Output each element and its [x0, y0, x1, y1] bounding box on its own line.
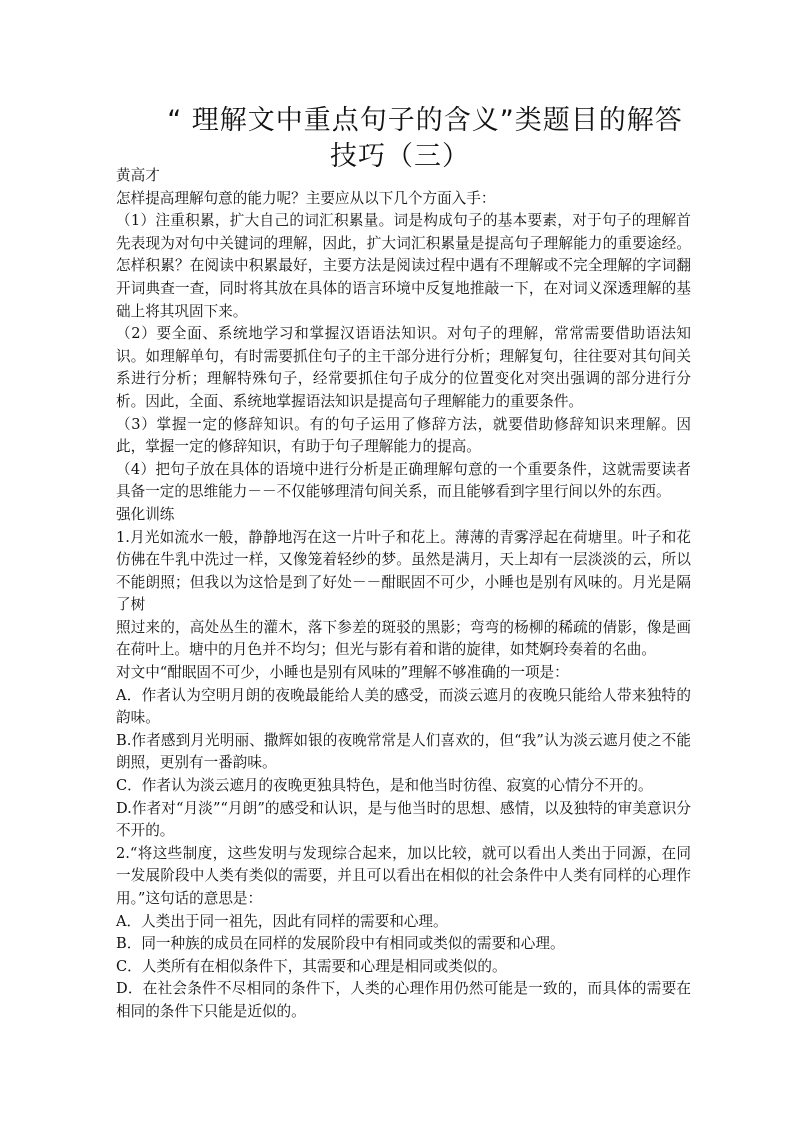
- exercise-1-option-c: C．作者认为淡云遮月的夜晚更独具特色，是和他当时彷徨、寂寞的心情分不开的。: [116, 777, 653, 795]
- exercise-1-option-a: A．作者认为空明月朗的夜晚最能给人美的感受，而淡云遮月的夜晚只能给人带来独特的韵味。: [116, 686, 691, 727]
- exercise-2-option-d: D．在社会条件不尽相同的条件下，人类的心理作用仍然可能是一致的，而具体的需要在相同的条件下只能是近似的。: [116, 980, 691, 1020]
- document-title-line-2: 技巧（三）: [330, 141, 470, 172]
- method-2-paragraph: （2）要全面、系统地学习和掌握汉语语法知识。对句子的理解，常常需要借助语法知识。如理解单句，有时需要抓住句子的主干部分进行分析；理解复句，往往要对其句间关系进行分析；理解特殊句子，经常要抓住句子成分的位置变化对突出强调的部分进行分析。因此，全面、系统地掌握语法知识是提高句子理解能力的重要条件。: [116, 325, 691, 410]
- exercise-2-option-c: C．人类所有在相似条件下，其需要和心理是相同或类似的。: [116, 957, 507, 975]
- exercise-1-passage-continued: 照过来的，高处丛生的灌木，落下参差的斑驳的黑影；弯弯的杨柳的稀疏的倩影，像是画在荷叶上。塘中的月色并不均匀；但光与影有着和谐的旋律，如梵婀玲奏着的名曲。: [116, 618, 691, 659]
- exercise-1-question: 对文中“酣眠固不可少，小睡也是别有风味的”理解不够准确的一项是：: [116, 664, 569, 682]
- exercise-1-passage: 1.月光如流水一般，静静地泻在这一片叶子和花上。薄薄的青雾浮起在荷塘里。叶子和花仿佛在牛乳中洗过一样，又像笼着轻纱的梦。虽然是满月，天上却有一层淡淡的云，所以不能朗照；但我以为这恰是到了好处－－酣眠固不可少，小睡也是别有风味的。月光是隔了树: [116, 528, 691, 614]
- exercise-heading: 强化训练: [116, 505, 175, 523]
- document-body: [116, 165, 691, 1024]
- intro-paragraph: 怎样提高理解句意的能力呢？主要应从以下几个方面入手：: [116, 189, 496, 207]
- author-name: 黄高才: [116, 167, 160, 184]
- method-4-paragraph: （4）把句子放在具体的语境中进行分析是正确理解句意的一个重要条件，这就需要读者具备一定的思维能力－－不仅能够理清句间关系，而且能够看到字里行间以外的东西。: [116, 460, 691, 501]
- exercise-1-option-d: D.作者对“月淡”“月朗”的感受和认识，是与他当时的思想、感情，以及独特的审美意识分不开的。: [116, 799, 691, 840]
- exercise-2-option-a: A．人类出于同一祖先，因此有同样的需要和心理。: [116, 912, 448, 930]
- method-1-paragraph: （1）注重积累，扩大自己的词汇积累量。词是构成句子的基本要素，对于句子的理解首先表现为对句中关键词的理解，因此，扩大词汇积累量是提高句子理解能力的重要途经。怎样积累？在阅读中积累最好，主要方法是阅读过程中遇有不理解或不完全理解的字词翻开词典查一查，同时将其放在具体的语言环境中反复地推敲一下，在对词义深透理解的基础上将其巩固下来。: [116, 212, 691, 320]
- document-title-line-1: “ 理解文中重点句子的含义”类题目的解答: [167, 105, 683, 136]
- exercise-1-option-b: B.作者感到月光明丽、撒辉如银的夜晚常常是人们喜欢的，但“我”认为淡云遮月使之不能朗照，更别有一番韵味。: [116, 731, 691, 772]
- exercise-2-option-b: B．同一种族的成员在同样的发展阶段中有相同或类似的需要和心理。: [116, 935, 565, 953]
- exercise-2-question: 2.“将这些制度，这些发明与发现综合起来，加以比较，就可以看出人类出于同源，在同一发展阶段中人类有类似的需要，并且可以看出在相似的社会条件中人类有同样的心理作用。”这句话的意思是：: [116, 844, 691, 907]
- method-3-paragraph: （3）掌握一定的修辞知识。有的句子运用了修辞方法，就要借助修辞知识来理解。因此，掌握一定的修辞知识，有助于句子理解能力的提高。: [116, 415, 691, 456]
